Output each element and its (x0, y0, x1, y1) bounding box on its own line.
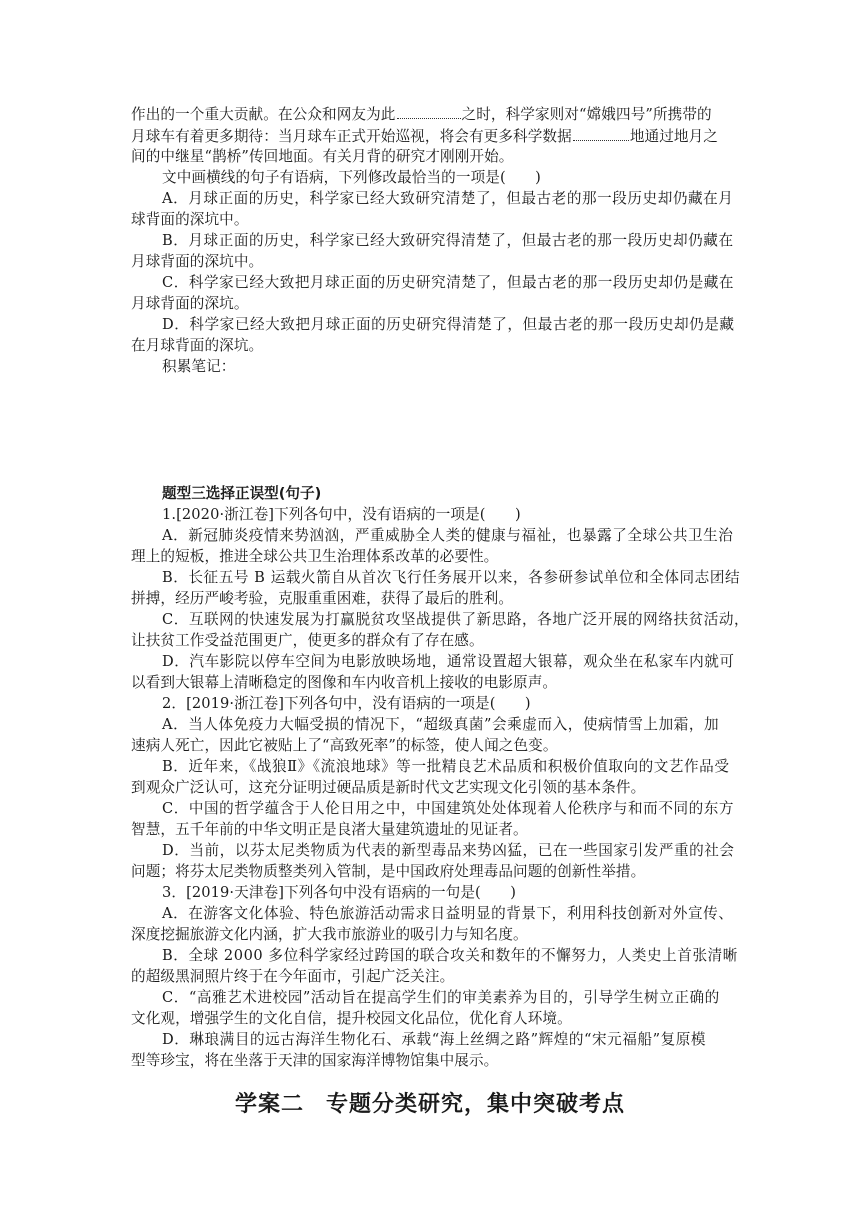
q3-option-c: C．“高雅艺术进校园”活动旨在提高学生们的审美素养为目的，引导学生树立正确的 (162, 989, 720, 1006)
q3-option-a-cont: 深度挖掘旅游文化内涵，扩大我市旅游业的吸引力与知名度。 (131, 926, 528, 943)
q2-option-c: C．中国的哲学蕴含于人伦日用之中，中国建筑处处体现着人伦秩序与和而不同的东方 (162, 800, 735, 817)
chapter-subtitle: 专题分类研究，集中突破考点 (326, 1092, 626, 1117)
option-d-cont: 在月球背面的深坑。 (131, 337, 264, 354)
passage-text: 之时，科学家则对“嫦娥四号”所携带的 (461, 106, 712, 123)
q1-option-b-cont: 拼搏，经历严峻考验，克服重重困难，获得了最后的胜利。 (131, 590, 514, 607)
q2-option-c-cont: 智慧，五千年前的中华文明正是良渚大量建筑遗址的见证者。 (131, 821, 528, 838)
chapter-title (0, 1090, 860, 1120)
section-title: 题型三选择正误型(句子) (162, 485, 322, 502)
option-b: B．月球正面的历史，科学家已经大致研究得清楚了，但最古老的那一段历史却仍藏在 (162, 232, 734, 249)
chapter-number: 学案二 (234, 1092, 304, 1117)
option-a-cont: 球背面的深坑中。 (131, 211, 249, 228)
fill-blank-2[interactable] (573, 126, 629, 141)
option-c: C．科学家已经大致把月球正面的历史研究清楚了，但最古老的那一段历史却仍是藏在 (162, 274, 735, 291)
q3-option-d: D．琳琅满目的远古海洋生物化石、承载“海上丝绸之路”辉煌的“宋元福船”复原模 (162, 1031, 707, 1048)
q2-option-d: D．当前，以芬太尼类物质为代表的新型毒品来势凶猛，已在一些国家引发严重的社会 (162, 842, 735, 859)
q1-option-c: C．互联网的快速发展为打赢脱贫攻坚战提供了新思路，各地广泛开展的网络扶贫活动， (162, 611, 750, 628)
passage-text: 作出的一个重大贡献。在公众和网友为此 (131, 106, 396, 123)
q2-stem: 2．[2019·浙江卷]下列各句中，没有语病的一项是( ) (162, 695, 531, 712)
passage-text: 月球车有着更多期待：当月球车正式开始巡视，将会有更多科学数据 (131, 128, 572, 145)
q3-stem: 3．[2019·天津卷]下列各句中没有语病的一句是( ) (162, 884, 517, 901)
q2-option-b-cont: 到观众广泛认可，这充分证明过硬品质是新时代文艺实现文化引领的基本条件。 (131, 779, 646, 796)
notes-label: 积累笔记： (162, 358, 236, 375)
q1-option-c-cont: 让扶贫工作受益范围更广，使更多的群众有了存在感。 (131, 632, 484, 649)
q2-option-d-cont: 问题；将芬太尼类物质整类列入管制，是中国政府处理毒品问题的创新性举措。 (131, 863, 646, 880)
q3-option-d-cont: 型等珍宝，将在坐落于天津的国家海洋博物馆集中展示。 (131, 1052, 499, 1069)
q3-option-b: B．全球 2000 多位科学家经过跨国的联合攻关和数年的不懈努力，人类史上首张清晰 (162, 947, 738, 964)
passage-line-1 (131, 104, 712, 125)
option-c-cont: 月球背面的深坑。 (131, 295, 249, 312)
q1-option-a-cont: 理上的短板，推进全球公共卫生治理体系改革的必要性。 (131, 548, 499, 565)
question-stem: 文中画横线的句子有语病，下列修改最恰当的一项是( ) (162, 169, 541, 186)
option-a: A．月球正面的历史，科学家已经大致研究清楚了，但最古老的那一段历史却仍藏在月 (162, 190, 734, 207)
q1-option-a: A．新冠肺炎疫情来势汹汹，严重威胁全人类的健康与福祉，也暴露了全球公共卫生治 (162, 527, 734, 544)
q2-option-b: B．近年来，《战狼Ⅱ》《流浪地球》等一批精良艺术品质和积极价值取向的文艺作品受 (162, 758, 730, 775)
q1-option-d-cont: 以看到大银幕上清晰稳定的图像和车内收音机上接收的电影原声。 (131, 674, 558, 691)
q3-option-b-cont: 的超级黑洞照片终于在今年面市，引起广泛关注。 (131, 968, 455, 985)
passage-line-3: 间的中继星“鹊桥”传回地面。有关月背的研究才刚刚开始。 (131, 148, 514, 165)
fill-blank-1[interactable] (397, 104, 461, 119)
q1-stem: 1.[2020·浙江卷]下列各句中，没有语病的一项是( ) (162, 506, 521, 523)
passage-text: 地通过地月之 (629, 128, 718, 145)
q1-option-d: D．汽车影院以停车空间为电影放映场地，通常设置超大银幕，观众坐在私家车内就可 (162, 653, 735, 670)
option-d: D．科学家已经大致把月球正面的历史研究得清楚了，但最古老的那一段历史却仍是藏 (162, 316, 735, 333)
option-b-cont: 月球背面的深坑中。 (131, 253, 264, 270)
q3-option-a: A．在游客文化体验、特色旅游活动需求日益明显的背景下，利用科技创新对外宣传、 (162, 905, 734, 922)
q2-option-a: A．当人体免疫力大幅受损的情况下，“超级真菌”会乘虚而入，使病情雪上加霜，加 (162, 716, 720, 733)
q2-option-a-cont: 速病人死亡，因此它被贴上了“高致死率”的标签，使人闻之色变。 (131, 737, 558, 754)
q1-option-b: B．长征五号 B 运载火箭自从首次飞行任务展开以来，各参研参试单位和全体同志团结 (162, 569, 741, 586)
q3-option-c-cont: 文化观，增强学生的文化自信，提升校园文化品位，优化育人环境。 (131, 1010, 572, 1027)
passage-line-2 (131, 126, 718, 147)
